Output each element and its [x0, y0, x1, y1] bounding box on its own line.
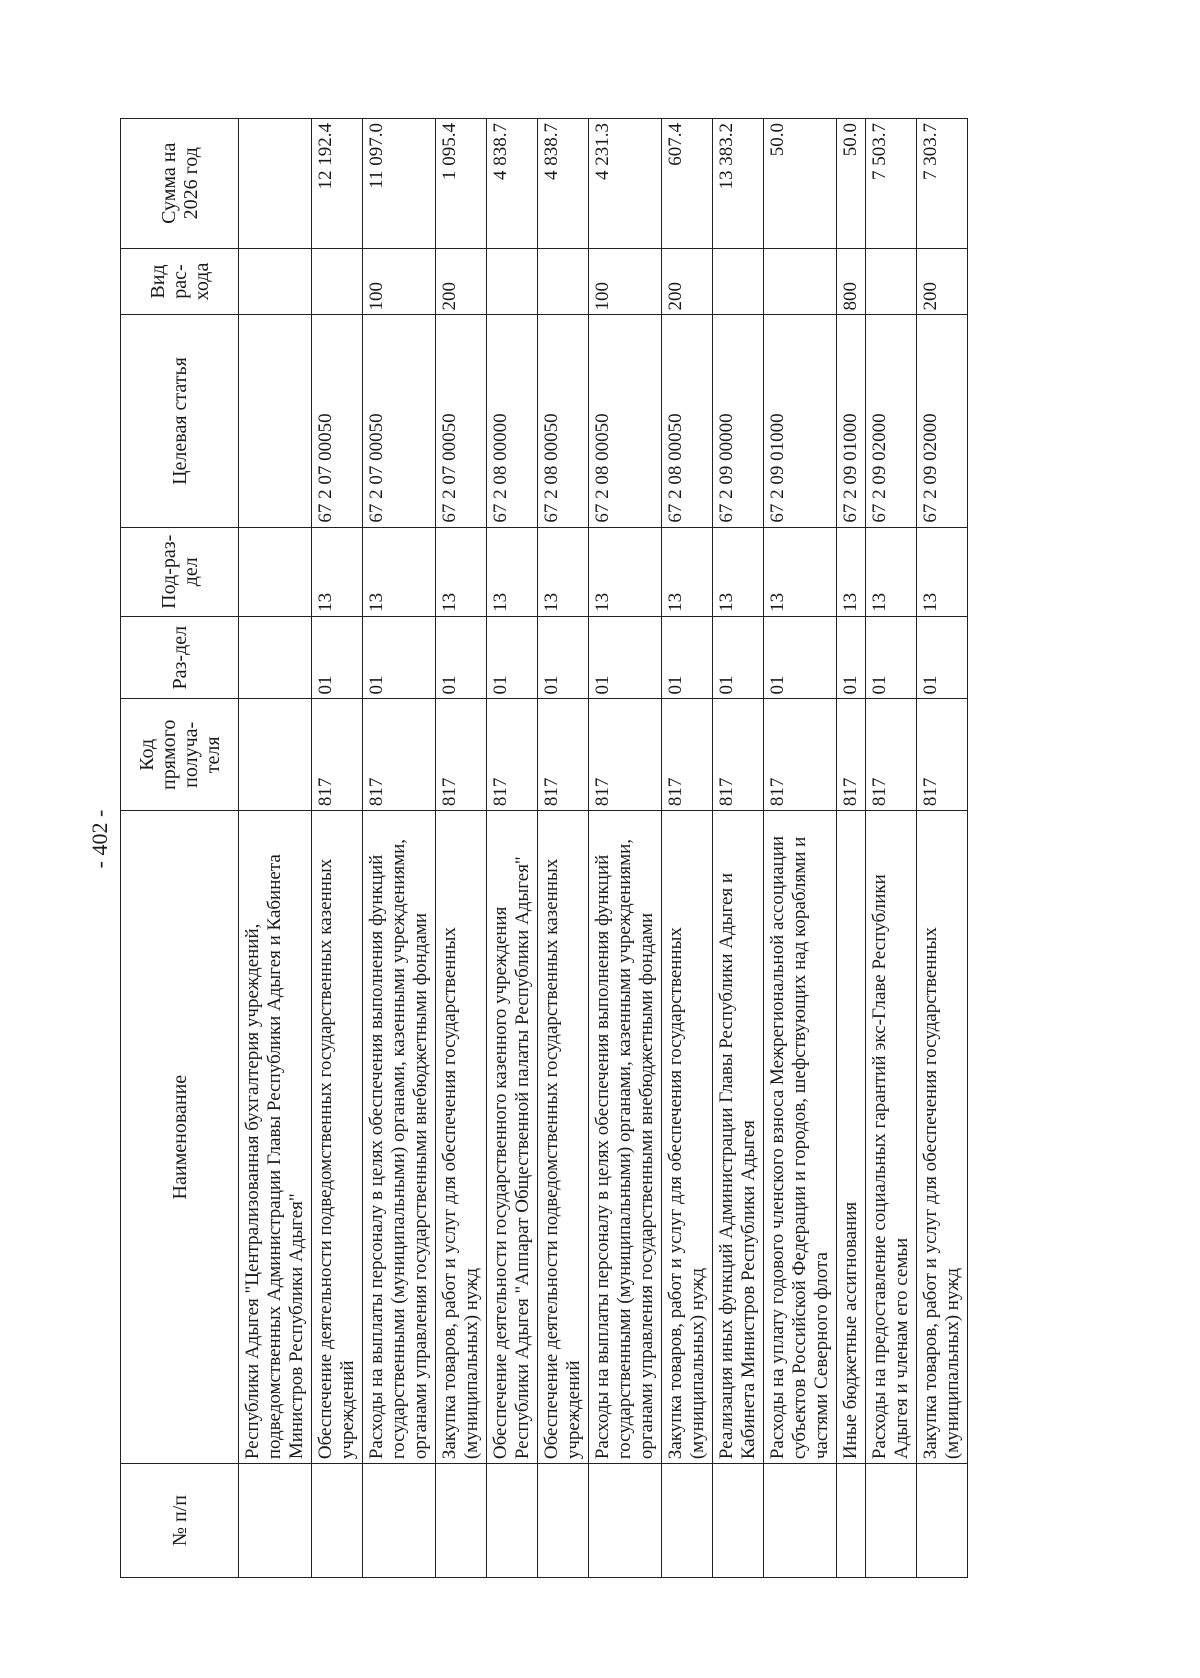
- row-subsection: 13: [764, 527, 837, 616]
- row-section: [239, 616, 312, 699]
- row-recipient-code: 817: [538, 699, 589, 811]
- row-expense-type: [764, 248, 837, 315]
- row-target-article: 67 2 09 00000: [713, 315, 764, 527]
- row-number: [713, 1464, 764, 1578]
- row-subsection: 13: [436, 527, 487, 616]
- table-row: [764, 119, 837, 1578]
- row-expense-type: 200: [917, 248, 968, 315]
- row-expense-type: [239, 248, 312, 315]
- row-recipient-code: 817: [487, 699, 538, 811]
- row-target-article: 67 2 09 01000: [837, 315, 866, 527]
- row-sum-2026: 4 838.7: [538, 119, 589, 249]
- row-expense-type: [866, 248, 917, 315]
- row-subsection: 13: [589, 527, 662, 616]
- header-section: Раз-дел: [121, 616, 239, 699]
- row-target-article: 67 2 09 02000: [917, 315, 968, 527]
- table-row: [837, 119, 866, 1578]
- row-name: Расходы на предоставление социальных гарантий экс-Главе Республики Адыгея и членам его семьи: [866, 811, 917, 1464]
- row-sum-2026: 4 838.7: [487, 119, 538, 249]
- row-subsection: 13: [662, 527, 713, 616]
- row-target-article: 67 2 08 00050: [589, 315, 662, 527]
- row-target-article: 67 2 08 00050: [662, 315, 713, 527]
- row-section: 01: [713, 616, 764, 699]
- row-subsection: 13: [487, 527, 538, 616]
- row-recipient-code: 817: [837, 699, 866, 811]
- row-section: 01: [917, 616, 968, 699]
- row-section: 01: [764, 616, 837, 699]
- table-row: [917, 119, 968, 1578]
- row-section: 01: [436, 616, 487, 699]
- row-sum-2026: 13 383.2: [713, 119, 764, 249]
- header-recipient: Код прямого получа-теля: [121, 699, 239, 811]
- row-name: Расходы на выплаты персоналу в целях обеспечения выполнения функций государственными (муниципальными) органами, казенными учреждениями, органами управления государственными внебюджетными фондами: [589, 811, 662, 1464]
- row-number: [363, 1464, 436, 1578]
- row-expense-type: 200: [436, 248, 487, 315]
- row-number: [312, 1464, 363, 1578]
- table-row: [239, 119, 312, 1578]
- row-target-article: 67 2 07 00050: [363, 315, 436, 527]
- row-number: [837, 1464, 866, 1578]
- row-sum-2026: 1 095.4: [436, 119, 487, 249]
- row-name: Обеспечение деятельности подведомственных государственных казенных учреждений: [538, 811, 589, 1464]
- row-number: [436, 1464, 487, 1578]
- header-expense: Вид рас-хода: [121, 248, 239, 315]
- row-name: Обеспечение деятельности подведомственных государственных казенных учреждений: [312, 811, 363, 1464]
- row-expense-type: 800: [837, 248, 866, 315]
- row-name: Расходы на уплату годового членского взноса Межрегиональной ассоциации субъектов Российской Федерации и городов, шефствующих над кораблями и частями Северного флота: [764, 811, 837, 1464]
- row-recipient-code: 817: [713, 699, 764, 811]
- row-section: 01: [662, 616, 713, 699]
- row-subsection: 13: [917, 527, 968, 616]
- row-name: Закупка товаров, работ и услуг для обеспечения государственных (муниципальных) нужд: [917, 811, 968, 1464]
- row-expense-type: [713, 248, 764, 315]
- row-expense-type: 100: [589, 248, 662, 315]
- table-row: [312, 119, 363, 1578]
- row-number: [764, 1464, 837, 1578]
- row-sum-2026: 50.0: [764, 119, 837, 249]
- row-number: [662, 1464, 713, 1578]
- row-recipient-code: 817: [917, 699, 968, 811]
- budget-table: [120, 118, 968, 1578]
- row-name: Иные бюджетные ассигнования: [837, 811, 866, 1464]
- table-row: [538, 119, 589, 1578]
- page-number: - 402 -: [87, 809, 112, 869]
- table-row: [487, 119, 538, 1578]
- row-subsection: 13: [713, 527, 764, 616]
- header-no: № п/п: [121, 1464, 239, 1578]
- row-section: 01: [866, 616, 917, 699]
- row-expense-type: [312, 248, 363, 315]
- table-row: [713, 119, 764, 1578]
- row-number: [239, 1464, 312, 1578]
- row-target-article: 67 2 08 00000: [487, 315, 538, 527]
- row-section: 01: [837, 616, 866, 699]
- row-recipient-code: 817: [436, 699, 487, 811]
- row-target-article: 67 2 09 01000: [764, 315, 837, 527]
- row-recipient-code: [239, 699, 312, 811]
- row-recipient-code: 817: [866, 699, 917, 811]
- row-section: 01: [538, 616, 589, 699]
- header-subsection: Под-раз-дел: [121, 527, 239, 616]
- table-row: [589, 119, 662, 1578]
- table-body: [239, 119, 968, 1578]
- row-recipient-code: 817: [662, 699, 713, 811]
- row-number: [917, 1464, 968, 1578]
- table-row: [363, 119, 436, 1578]
- row-sum-2026: 4 231.3: [589, 119, 662, 249]
- row-section: 01: [312, 616, 363, 699]
- row-section: 01: [589, 616, 662, 699]
- row-number: [589, 1464, 662, 1578]
- row-number: [538, 1464, 589, 1578]
- row-number: [487, 1464, 538, 1578]
- row-sum-2026: 7 303.7: [917, 119, 968, 249]
- row-name: Закупка товаров, работ и услуг для обеспечения государственных (муниципальных) нужд: [662, 811, 713, 1464]
- row-name: Закупка товаров, работ и услуг для обеспечения государственных (муниципальных) нужд: [436, 811, 487, 1464]
- row-section: 01: [363, 616, 436, 699]
- header-name: Наименование: [121, 811, 239, 1464]
- table-row: [662, 119, 713, 1578]
- row-recipient-code: 817: [312, 699, 363, 811]
- row-name: Обеспечение деятельности государственного казенного учреждения Республики Адыгея "Аппарат Общественной палаты Республики Адыгея": [487, 811, 538, 1464]
- row-sum-2026: 12 192.4: [312, 119, 363, 249]
- row-sum-2026: 607.4: [662, 119, 713, 249]
- row-subsection: 13: [363, 527, 436, 616]
- row-sum-2026: 50.0: [837, 119, 866, 249]
- row-target-article: [239, 315, 312, 527]
- row-target-article: 67 2 08 00050: [538, 315, 589, 527]
- table-row: [866, 119, 917, 1578]
- row-target-article: 67 2 09 02000: [866, 315, 917, 527]
- row-name: Республики Адыгея "Централизованная бухгалтерия учреждений, подведомственных Администрации Главы Республики Адыгея и Кабинета Министров Республики Адыгея": [239, 811, 312, 1464]
- row-name: Расходы на выплаты персоналу в целях обеспечения выполнения функций государственными (муниципальными) органами, казенными учреждениями, органами управления государственными внебюджетными фондами: [363, 811, 436, 1464]
- row-recipient-code: 817: [589, 699, 662, 811]
- header-sum: Сумма на 2026 год: [121, 119, 239, 249]
- row-recipient-code: 817: [764, 699, 837, 811]
- row-sum-2026: 11 097.0: [363, 119, 436, 249]
- row-target-article: 67 2 07 00050: [312, 315, 363, 527]
- row-sum-2026: [239, 119, 312, 249]
- row-name: Реализация иных функций Администрации Главы Республики Адыгея и Кабинета Министров Республики Адыгея: [713, 811, 764, 1464]
- table-header-row: [121, 119, 239, 1578]
- row-subsection: 13: [837, 527, 866, 616]
- row-expense-type: 100: [363, 248, 436, 315]
- table-row: [436, 119, 487, 1578]
- row-subsection: 13: [312, 527, 363, 616]
- row-section: 01: [487, 616, 538, 699]
- row-subsection: 13: [538, 527, 589, 616]
- row-expense-type: [538, 248, 589, 315]
- header-target: Целевая статья: [121, 315, 239, 527]
- row-number: [866, 1464, 917, 1578]
- row-expense-type: [487, 248, 538, 315]
- row-subsection: [239, 527, 312, 616]
- row-target-article: 67 2 07 00050: [436, 315, 487, 527]
- row-subsection: 13: [866, 527, 917, 616]
- row-recipient-code: 817: [363, 699, 436, 811]
- row-sum-2026: 7 503.7: [866, 119, 917, 249]
- row-expense-type: 200: [662, 248, 713, 315]
